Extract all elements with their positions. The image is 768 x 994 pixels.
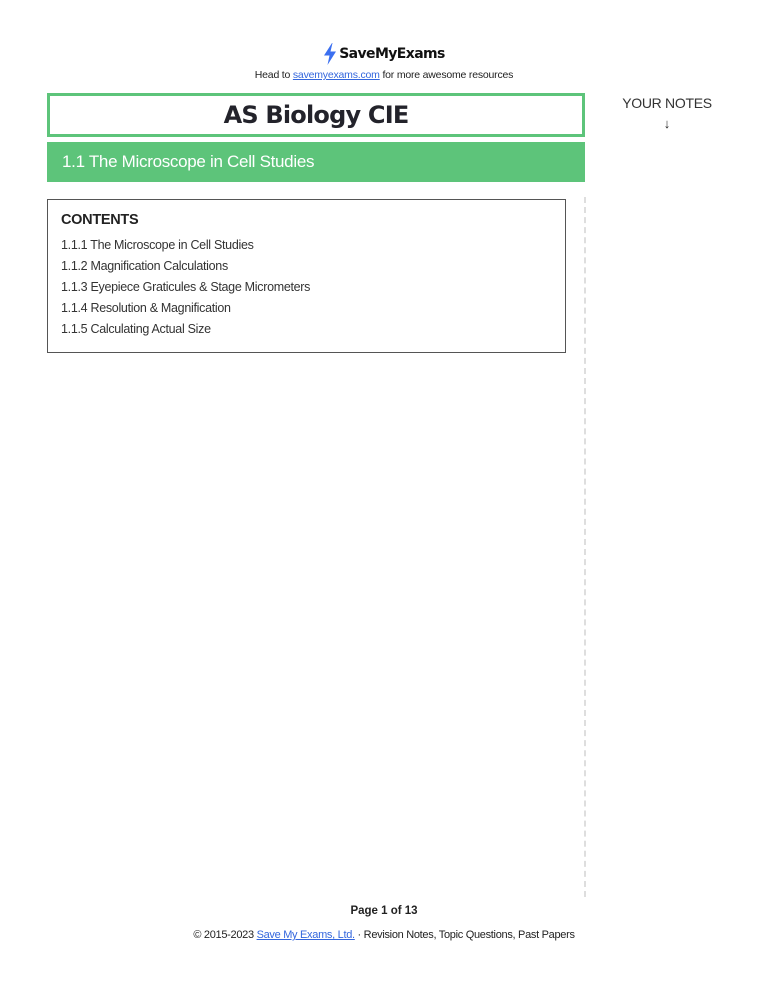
tagline-suffix: for more awesome resources <box>379 69 514 81</box>
arrow-down-icon: ↓ <box>663 116 671 131</box>
contents-item[interactable]: 1.1.5 Calculating Actual Size <box>61 322 211 336</box>
notes-divider <box>584 197 586 897</box>
contents-heading: CONTENTS <box>61 212 139 228</box>
topic-banner <box>47 142 585 182</box>
lightning-bolt-icon <box>323 43 337 65</box>
document-title-box <box>47 93 585 137</box>
copyright-suffix: · Revision Notes, Topic Questions, Past Papers <box>354 929 575 941</box>
contents-item[interactable]: 1.1.2 Magnification Calculations <box>61 259 228 273</box>
copyright-footer <box>0 929 768 941</box>
contents-item[interactable]: 1.1.3 Eyepiece Graticules & Stage Micrometers <box>61 280 311 294</box>
page-number: Page 1 of 13 <box>350 905 418 917</box>
contents-item[interactable]: 1.1.4 Resolution & Magnification <box>61 301 231 315</box>
copyright-prefix: © 2015-2023 <box>193 929 257 941</box>
brand-logo[interactable] <box>323 43 445 65</box>
document-title: AS Biology CIE <box>223 101 409 129</box>
contents-list <box>61 236 310 341</box>
website-link[interactable]: savemyexams.com <box>292 69 380 81</box>
contents-item[interactable]: 1.1.1 The Microscope in Cell Studies <box>61 238 254 252</box>
contents-box <box>47 199 566 353</box>
brand-name: SaveMyExams <box>339 46 445 62</box>
company-link[interactable]: Save My Exams, Ltd. <box>256 929 355 941</box>
brand-header <box>0 43 768 65</box>
topic-title: 1.1 The Microscope in Cell Studies <box>62 152 315 171</box>
tagline <box>0 69 768 81</box>
tagline-prefix: Head to <box>254 69 293 81</box>
your-notes-label: YOUR NOTES <box>622 95 712 111</box>
